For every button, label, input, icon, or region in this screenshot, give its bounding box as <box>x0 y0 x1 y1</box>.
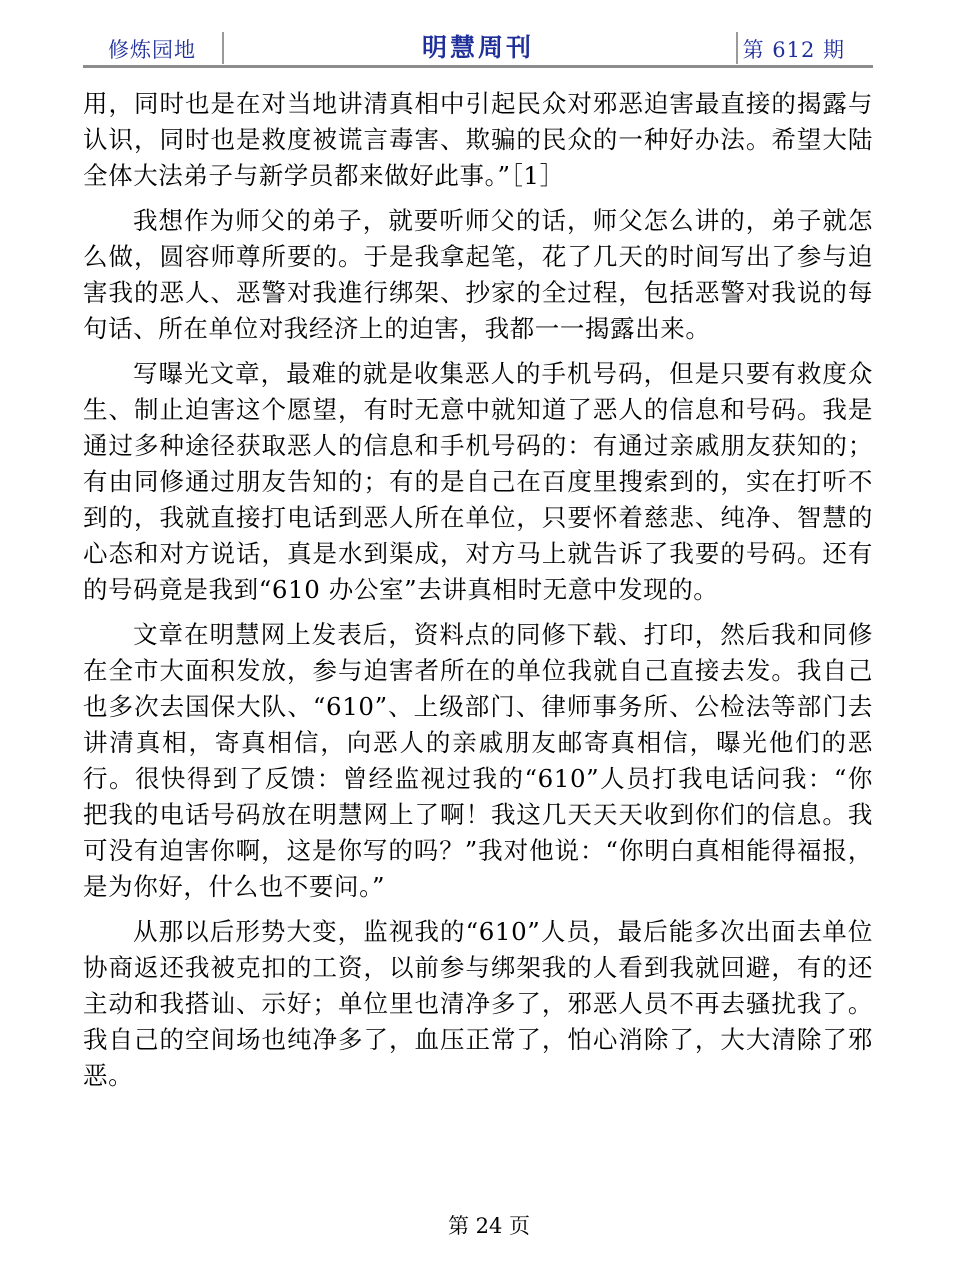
paragraph-continuation: 用，同时也是在对当地讲清真相中引起民众对邪恶迫害最直接的揭露与认识，同时也是救度被谎言毒害、欺骗的民众的一种好办法。希望大陆全体大法弟子与新学员都来做好此事。”［1］ <box>83 89 873 190</box>
section-label: 修炼园地 <box>108 38 196 62</box>
header-rule <box>83 65 873 68</box>
page-number: 第 24 页 <box>447 1214 531 1238</box>
paragraph: 我想作为师父的弟子，就要听师父的话，师父怎么讲的，弟子就怎么做，圆容师尊所要的。于是我拿起笔，花了几天的时间写出了参与迫害我的恶人、恶警对我進行绑架、抄家的全过程，包括恶警对我说的每句话、所在单位对我经济上的迫害，我都一一揭露出来。 <box>83 206 873 343</box>
paragraph: 文章在明慧网上发表后，资料点的同修下载、打印，然后我和同修在全市大面积发放，参与迫害者所在的单位我就自己直接去发。我自己也多次去国保大队、“610”、上级部门、律师事务所、公检法等部门去讲清真相，寄真相信，向恶人的亲戚朋友邮寄真相信，曝光他们的恶行。很快得到了反馈：曾经监视过我的“610”人员打我电话问我：“你把我的电话号码放在明慧网上了啊！我这几天天天收到你们的信息。我可没有迫害你啊，这是你写的吗？”我对他说：“你明白真相能得福报，是为你好，什么也不要问。” <box>83 620 873 901</box>
page-header <box>83 24 873 68</box>
article-body <box>83 86 873 1094</box>
header-divider-right <box>736 32 738 64</box>
paragraph: 从那以后形势大变，监视我的“610”人员，最后能多次出面去单位协商返还我被克扣的工资，以前参与绑架我的人看到我就回避，有的还主动和我搭讪、示好；单位里也清净多了，邪恶人员不再去骚扰我了。我自己的空间场也纯净多了，血压正常了，怕心消除了，大大清除了邪恶。 <box>83 917 873 1090</box>
paragraph: 写曝光文章，最难的就是收集恶人的手机号码，但是只要有救度众生、制止迫害这个愿望，有时无意中就知道了恶人的信息和号码。我是通过多种途径获取恶人的信息和手机号码的：有通过亲戚朋友获知的；有由同修通过朋友告知的；有的是自己在百度里搜索到的，实在打听不到的，我就直接打电话到恶人所在单位，只要怀着慈悲、纯净、智慧的心态和对方说话，真是水到渠成，对方马上就告诉了我要的号码。还有的号码竟是我到“610 办公室”去讲真相时无意中发现的。 <box>83 359 873 604</box>
issue-number: 第 612 期 <box>742 38 845 62</box>
publication-title: 明慧周刊 <box>421 33 534 62</box>
